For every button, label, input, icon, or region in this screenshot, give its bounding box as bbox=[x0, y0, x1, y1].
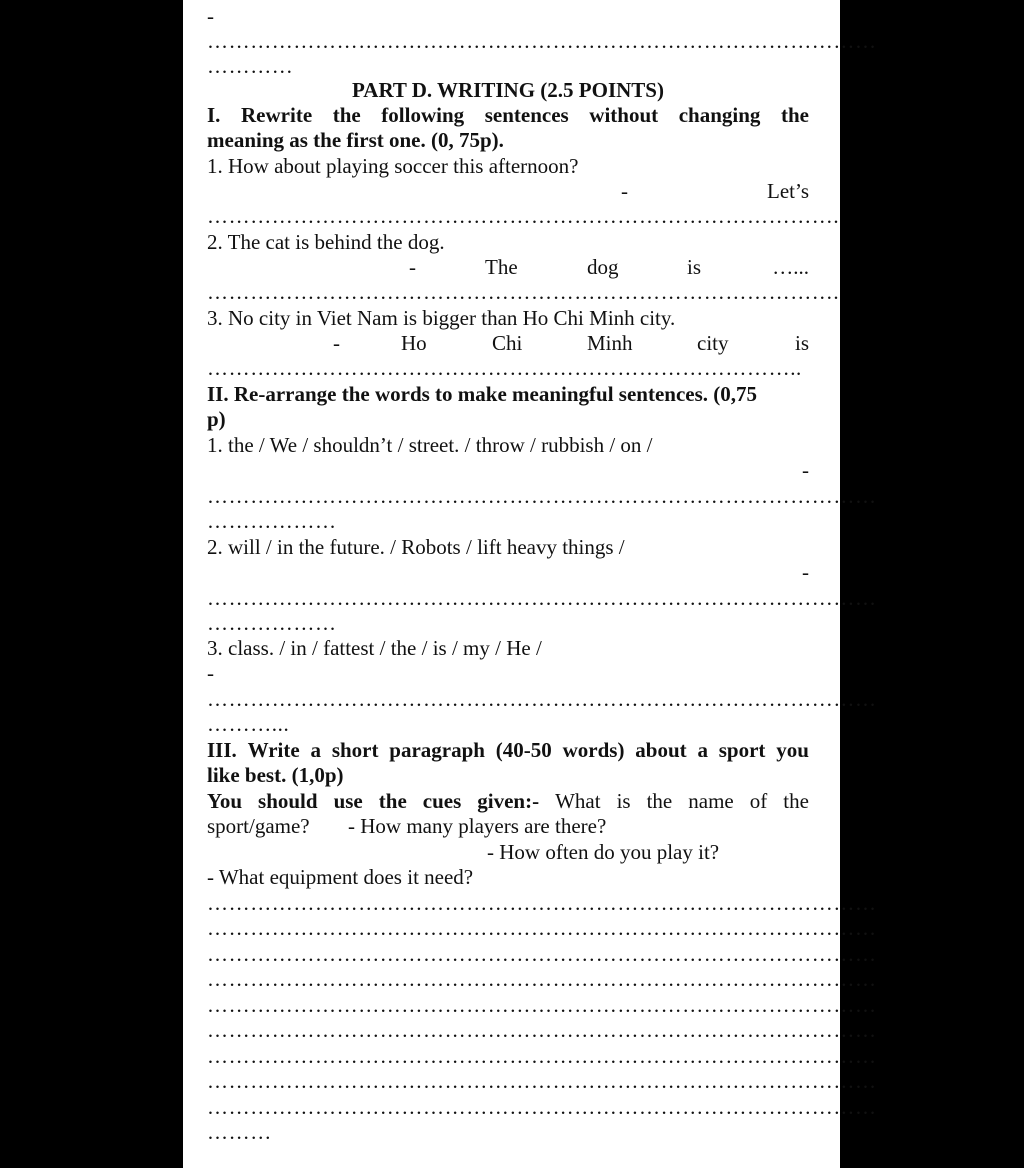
paragraph-answer-line: ………………………………………………………………………………… bbox=[207, 1069, 877, 1093]
paragraph-answer-line: ………………………………………………………………………………… bbox=[207, 1044, 877, 1068]
answer-dots-line: ……………… bbox=[207, 611, 337, 635]
answer-dots-line: ……………………………………………………………………………. bbox=[207, 280, 840, 304]
paragraph-answer-line: ………………………………………………………………………………… bbox=[207, 1018, 877, 1042]
section-3-heading: III. Write a short paragraph (40-50 words) about a sport you bbox=[207, 738, 809, 762]
answer-dots-line: ……………………………………………………………………….. bbox=[207, 356, 802, 380]
answer-prompt-1-2: - The dog is …... bbox=[409, 255, 809, 279]
paragraph-answer-line: ………………………………………………………………………………… bbox=[207, 1095, 877, 1119]
section-2-heading-cont: p) bbox=[207, 407, 226, 431]
cues-line-4: - What equipment does it need? bbox=[207, 865, 474, 889]
question-1-1: 1. How about playing soccer this afternoon? bbox=[207, 154, 579, 178]
cues-line: You should use the cues given:- What is the name of the bbox=[207, 789, 809, 813]
paragraph-answer-line: ………………………………………………………………………………… bbox=[207, 993, 877, 1017]
question-1-2: 2. The cat is behind the dog. bbox=[207, 230, 445, 254]
answer-dash: - bbox=[802, 458, 809, 482]
question-2-2: 2. will / in the future. / Robots / lift heavy things / bbox=[207, 535, 625, 559]
answer-dots-line: ………… bbox=[207, 54, 294, 78]
paragraph-answer-line: ………………………………………………………………………………… bbox=[207, 942, 877, 966]
question-2-1: 1. the / We / shouldn’t / street. / throw / rubbish / on / bbox=[207, 433, 653, 457]
paragraph-answer-line: ………………………………………………………………………………… bbox=[207, 967, 877, 991]
answer-prompt-1-1: - Let’s bbox=[621, 179, 809, 203]
answer-dots-line: ………………………………………………………………………………… bbox=[207, 687, 877, 711]
answer-dots-line: ……………… bbox=[207, 509, 337, 533]
answer-dots-line: ………... bbox=[207, 712, 290, 736]
part-title: PART D. WRITING (2.5 POINTS) bbox=[352, 78, 664, 102]
answer-dots-line: ……………………………………………………………………………. bbox=[207, 204, 840, 228]
section-3-heading-cont: like best. (1,0p) bbox=[207, 763, 344, 787]
answer-dots-line: ………………………………………………………………………………… bbox=[207, 484, 877, 508]
paragraph-answer-line: ………………………………………………………………………………… bbox=[207, 891, 877, 915]
question-1-3: 3. No city in Viet Nam is bigger than Ho Chi Minh city. bbox=[207, 306, 676, 330]
answer-dash: - bbox=[207, 661, 214, 685]
section-1-heading-cont: meaning as the first one. (0, 75p). bbox=[207, 128, 504, 152]
question-2-3: 3. class. / in / fattest / the / is / my / He / bbox=[207, 636, 542, 660]
answer-prompt-1-3: - Ho Chi Minh city is bbox=[333, 331, 809, 355]
worksheet-page bbox=[183, 0, 877, 1168]
section-1-heading: I. Rewrite the following sentences without changing the bbox=[207, 103, 809, 127]
answer-dots-line: ………………………………………………………………………………… bbox=[207, 586, 877, 610]
section-2-heading: II. Re-arrange the words to make meaningful sentences. (0,75 bbox=[207, 382, 758, 406]
cues-line-2: sport/game? - How many players are there? bbox=[207, 814, 607, 838]
answer-dots-line: ………………………………………………………………………………… bbox=[207, 29, 877, 53]
top-dash: - bbox=[207, 4, 214, 28]
paragraph-answer-line: ……… bbox=[207, 1120, 272, 1144]
cues-line-3: - How often do you play it? bbox=[487, 840, 720, 864]
paragraph-answer-line: ………………………………………………………………………………… bbox=[207, 916, 877, 940]
answer-dash: - bbox=[802, 560, 809, 584]
